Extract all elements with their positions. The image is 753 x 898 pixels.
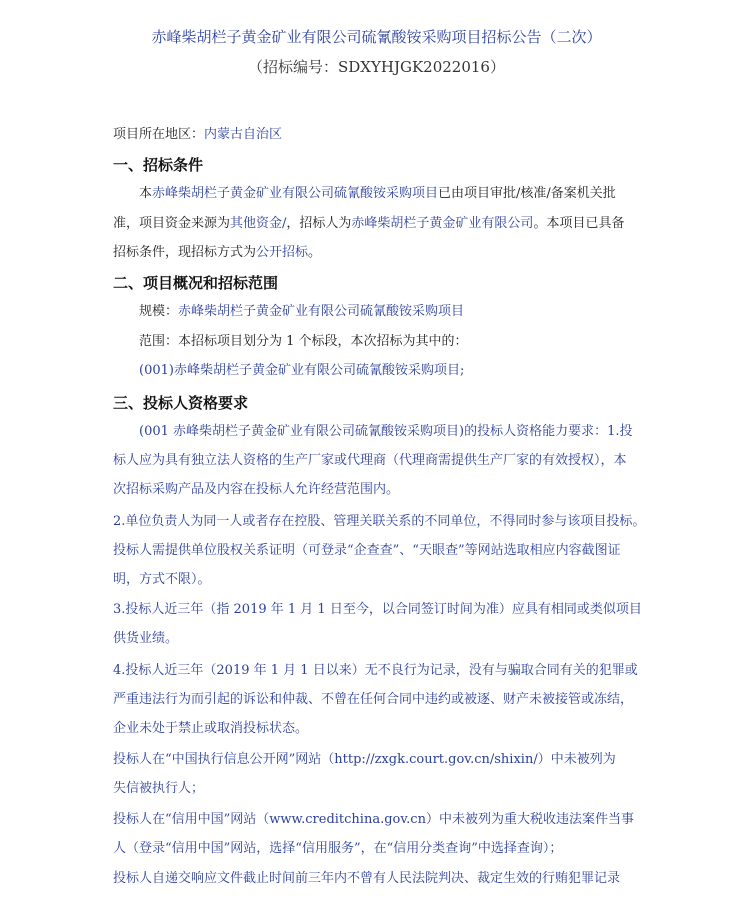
req-line: 4.投标人近三年（2019 年 1 月 1 日以来）无不良行为记录，没有与骗取合同有关的犯罪或	[113, 663, 638, 678]
scale-value: 赤峰柴胡栏子黄金矿业有限公司硫氰酸铵采购项目	[178, 304, 465, 319]
section1-line1	[139, 185, 616, 203]
s1-l2-a: 准，项目资金来源为	[113, 216, 231, 231]
section1-line3	[113, 244, 321, 262]
s1-l3-c: 。	[308, 245, 322, 260]
section3-heading: 三、投标人资格要求	[113, 394, 249, 412]
region-line	[113, 126, 282, 144]
announcement-title: 赤峰柴胡栏子黄金矿业有限公司硫氰酸铵采购项目招标公告（二次）	[151, 28, 602, 46]
req-line: 投标人在“中国执行信息公开网”网站（http://zxgk.court.gov.cn/shixin/）中未被列为	[113, 752, 616, 767]
section1-heading: 一、招标条件	[113, 156, 204, 174]
req-line: 失信被执行人；	[113, 781, 205, 796]
tenderer-name: 赤峰柴胡栏子黄金矿业有限公司	[351, 216, 534, 231]
scope-line: 范围：本招标项目划分为 1 个标段，本次招标为其中的：	[139, 334, 468, 349]
s1-l2-e: 。本项目已具备	[533, 216, 625, 231]
req-line: 明，方式不限）。	[113, 572, 211, 587]
req-line: 3.投标人近三年（指 2019 年 1 月 1 日至今，以合同签订时间为准）应具有相同或类似项目	[113, 602, 642, 617]
section1-line2	[113, 215, 624, 233]
req-line: 标人应为具有独立法人资格的生产厂家或代理商（代理商需提供生产厂家的有效授权），本	[113, 453, 627, 468]
s1-l1-c: 已由项目审批/核准/备案机关批	[438, 186, 616, 201]
s1-l2-c: ，招标人为	[286, 216, 352, 231]
req-line: 2.单位负责人为同一人或者存在控股、管理关联关系的不同单位，不得同时参与该项目投标。	[113, 514, 646, 529]
lot-line: (001)赤峰柴胡栏子黄金矿业有限公司硫氰酸铵采购项目;	[139, 363, 465, 378]
project-name: 赤峰柴胡栏子黄金矿业有限公司硫氰酸铵采购项目	[152, 186, 439, 201]
req-line: 人（登录“信用中国”网站，选择“信用服务”，在“信用分类查询”中选择查询）；	[113, 841, 563, 856]
section2-heading: 二、项目概况和招标范围	[113, 274, 279, 292]
req-line: (001 赤峰柴胡栏子黄金矿业有限公司硫氰酸铵采购项目)的投标人资格能力要求：1.投	[139, 424, 633, 439]
fund-source: 其他资金/	[230, 216, 287, 231]
region-value: 内蒙古自治区	[204, 127, 283, 142]
s1-l1-a: 本	[139, 186, 153, 201]
s1-l3-a: 招标条件，现招标方式为	[113, 245, 257, 260]
req-line: 投标人需提供单位股权关系证明（可登录“企查查”、“天眼查”等网站选取相应内容截图证	[113, 543, 621, 558]
req-line: 投标人在“信用中国”网站（www.creditchina.gov.cn）中未被列为重大税收违法案件当事	[113, 812, 634, 827]
tender-method: 公开招标	[256, 245, 309, 260]
req-line: 次招标采购产品及内容在投标人允许经营范围内。	[113, 482, 400, 497]
bid-number: （招标编号：SDXYHJGK2022016）	[248, 58, 505, 76]
req-line: 企业未处于禁止或取消投标状态。	[113, 721, 309, 736]
req-line: 投标人自递交响应文件截止时间前三年内不曾有人民法院判决、裁定生效的行贿犯罪记录	[113, 871, 621, 886]
req-line: 供货业绩。	[113, 631, 179, 646]
scale-line	[139, 303, 464, 321]
scale-label: 规模：	[139, 304, 179, 319]
req-line: 严重违法行为而引起的诉讼和仲裁、不曾在任何合同中违约或被逐、财产未被接管或冻结，	[113, 692, 634, 707]
region-label: 项目所在地区：	[113, 127, 205, 142]
